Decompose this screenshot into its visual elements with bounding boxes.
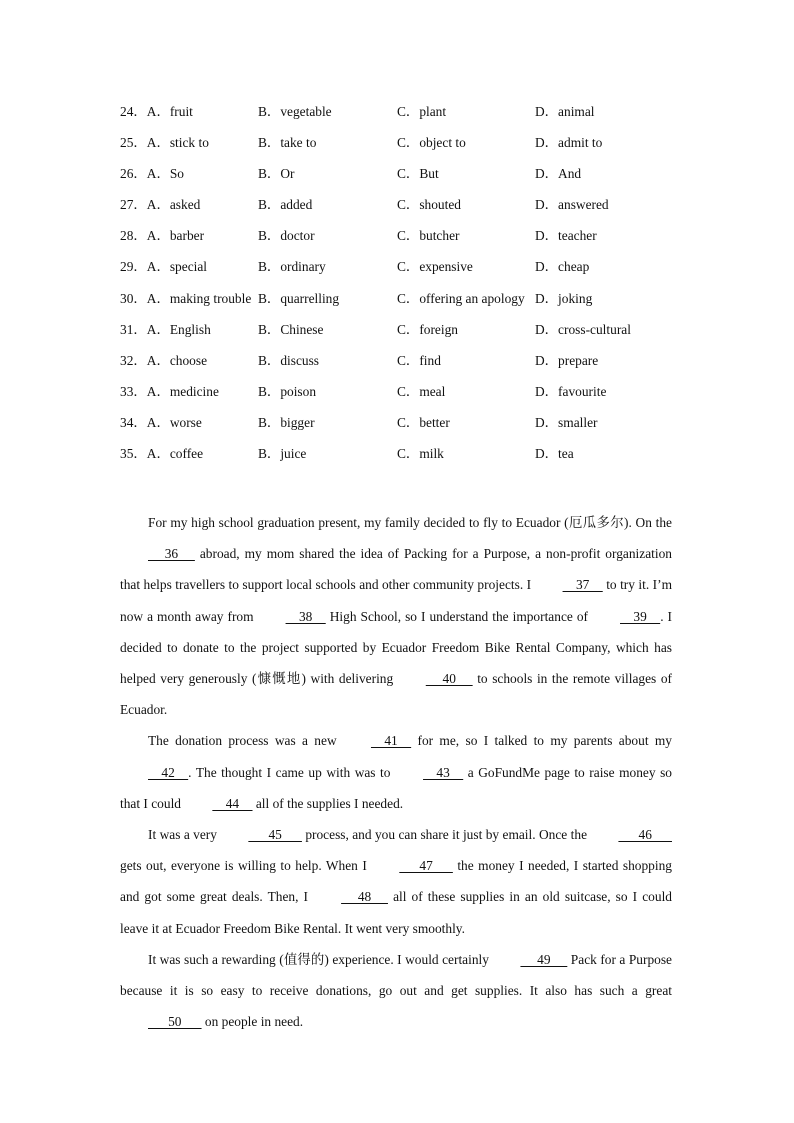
option-text: A．special <box>146 259 208 275</box>
option-c <box>397 350 441 372</box>
option-a <box>120 101 193 123</box>
option-text: B．added <box>258 197 313 213</box>
option-text: C．object to <box>397 135 466 151</box>
question-row <box>120 101 680 132</box>
blank-36: 36 <box>148 546 195 562</box>
option-c <box>397 381 445 403</box>
paragraph-3: It was a very 45 process, and you can share it just by email. Once the 46 gets out, everyone is willing to help. When I 47 the money I needed, I started shopping and got some great deals. Then, I 48 all of these supplies in an old suitcase, so I could leave it at Ecuador Freedom Bike Rental. It went very smoothly. <box>120 819 672 944</box>
blank-47: 47 <box>399 858 453 874</box>
option-b <box>258 194 312 216</box>
option-text: A．fruit <box>146 104 193 119</box>
option-b <box>258 288 339 310</box>
question-number: 29． <box>120 259 147 275</box>
question-number: 25． <box>120 135 147 151</box>
option-text: D．prepare <box>535 352 599 368</box>
blank-41: 41 <box>370 733 412 749</box>
question-row <box>120 412 680 443</box>
option-text: A．worse <box>146 414 202 430</box>
option-c <box>397 101 446 123</box>
option-text: B．quarrelling <box>258 290 340 306</box>
option-text: D．tea <box>535 446 574 462</box>
option-text: D．teacher <box>535 228 597 244</box>
option-text: B．bigger <box>258 414 315 430</box>
option-d <box>535 288 592 310</box>
option-c <box>397 225 459 247</box>
question-row <box>120 381 680 412</box>
option-d <box>535 132 602 154</box>
question-row <box>120 288 680 319</box>
option-text: A．coffee <box>146 446 204 462</box>
option-d <box>535 319 631 341</box>
question-number: 32． <box>120 352 147 368</box>
option-c <box>397 256 473 278</box>
option-a <box>120 163 184 185</box>
question-number: 33． <box>120 383 147 399</box>
option-text: B．Chinese <box>258 321 324 337</box>
option-d <box>535 256 589 278</box>
option-b <box>258 256 326 278</box>
question-row <box>120 163 680 194</box>
option-text: A．choose <box>146 352 208 368</box>
option-b <box>258 225 315 247</box>
option-text: C．expensive <box>397 259 473 275</box>
option-text: A．asked <box>146 197 201 213</box>
option-c <box>397 194 461 216</box>
option-b <box>258 381 316 403</box>
question-number: 27． <box>120 197 147 213</box>
option-a <box>120 443 203 465</box>
option-text: B．poison <box>258 383 317 399</box>
question-row <box>120 443 680 474</box>
blank-40: 40 <box>425 671 473 687</box>
option-b <box>258 132 316 154</box>
answer-options-list <box>120 101 680 474</box>
option-text: C．find <box>397 352 441 368</box>
option-a <box>120 288 251 310</box>
option-d <box>535 350 598 372</box>
option-text: D．answered <box>535 197 609 213</box>
blank-39: 39 <box>620 608 661 624</box>
option-d <box>535 163 581 185</box>
option-b <box>258 350 319 372</box>
blank-46: 46 <box>618 827 672 843</box>
option-a <box>120 132 209 154</box>
option-c <box>397 319 458 341</box>
question-number: 26． <box>120 166 147 182</box>
option-text: D．animal <box>535 104 595 119</box>
blank-37: 37 <box>562 577 603 593</box>
option-b <box>258 443 306 465</box>
paragraph-4: It was such a rewarding (值得的) experience. I would certainly 49 Pack for a Purpose because it is so easy to receive donations, go out and get supplies. It also has such a great 50 on people in need. <box>120 944 672 1038</box>
option-text: D．And <box>535 166 582 182</box>
option-d <box>535 381 606 403</box>
option-text: B．ordinary <box>258 259 326 275</box>
question-row <box>120 225 680 256</box>
option-a <box>120 194 200 216</box>
option-text: A．barber <box>146 228 205 244</box>
option-c <box>397 132 466 154</box>
option-text: B．juice <box>258 446 307 462</box>
option-text: A．making trouble <box>146 290 252 306</box>
option-text: C．plant <box>397 104 447 119</box>
option-text: D．cheap <box>535 259 590 275</box>
question-number: 28． <box>120 228 147 244</box>
option-text: C．better <box>397 414 450 430</box>
option-c <box>397 288 525 310</box>
option-a <box>120 256 207 278</box>
question-number: 34． <box>120 414 147 430</box>
option-text: C．meal <box>397 383 446 399</box>
option-a <box>120 350 207 372</box>
option-text: C．butcher <box>397 228 460 244</box>
option-text: D．smaller <box>535 414 598 430</box>
option-text: A．stick to <box>146 135 209 151</box>
paragraph-2: The donation process was a new 41 for me, so I talked to my parents about my 42 . The thought I came up with was to 43 a GoFundMe page to raise money so that I could 44 all of the supplies I needed. <box>120 725 672 819</box>
option-text: D．admit to <box>535 135 603 151</box>
question-row <box>120 132 680 163</box>
blank-38: 38 <box>285 608 326 624</box>
option-text: B．take to <box>258 135 317 151</box>
option-d <box>535 412 597 434</box>
option-d <box>535 443 574 465</box>
option-text: C．foreign <box>397 321 458 337</box>
option-text: D．cross-cultural <box>535 321 631 337</box>
option-d <box>535 101 595 123</box>
option-text: D．favourite <box>535 383 607 399</box>
blank-50: 50 <box>148 1014 202 1030</box>
option-a <box>120 225 204 247</box>
option-text: D．joking <box>535 290 593 306</box>
option-d <box>535 194 609 216</box>
option-text: B．doctor <box>258 228 315 244</box>
option-text: B．Or <box>258 166 295 182</box>
blank-44: 44 <box>212 795 253 811</box>
option-text: B．vegetable <box>258 104 332 119</box>
question-number: 31． <box>120 321 147 337</box>
option-b <box>258 412 315 434</box>
option-text: A．English <box>146 321 211 337</box>
option-d <box>535 225 597 247</box>
option-text: C．offering an apology <box>397 290 525 306</box>
option-b <box>258 163 294 185</box>
blank-48: 48 <box>341 889 388 905</box>
question-row <box>120 350 680 381</box>
option-c <box>397 443 444 465</box>
option-b <box>258 101 332 123</box>
option-text: A．So <box>146 166 184 182</box>
option-text: C．milk <box>397 446 444 462</box>
question-number: 30． <box>120 290 147 306</box>
option-text: C．But <box>397 166 439 182</box>
blank-45: 45 <box>248 827 302 843</box>
option-text: C．shouted <box>397 197 461 213</box>
option-a <box>120 381 219 403</box>
question-row <box>120 194 680 225</box>
option-a <box>120 319 211 341</box>
blank-42: 42 <box>148 764 189 780</box>
option-a <box>120 412 202 434</box>
question-row <box>120 256 680 287</box>
option-text: A．medicine <box>146 383 219 399</box>
option-c <box>397 412 450 434</box>
blank-43: 43 <box>423 764 464 780</box>
option-c <box>397 163 439 185</box>
option-text: B．discuss <box>258 352 320 368</box>
question-row <box>120 319 680 350</box>
blank-49: 49 <box>520 951 568 967</box>
question-number: 35． <box>120 446 147 462</box>
option-b <box>258 319 323 341</box>
question-number: 24． <box>120 104 147 119</box>
paragraph-1: For my high school graduation present, my family decided to fly to Ecuador (厄瓜多尔). On the 36 abroad, my mom shared the idea of Packing for a Purpose, a non-profit organization that helps travellers to support local schools and other community projects. I 37 to try it. I’m now a month away from 38 High School, so I understand the importance of 39 . I decided to donate to the project supported by Ecuador Freedom Bike Rental Company, which has helped very generously (慷慨地) with delivering 40 to schools in the remote villages of Ecuador. <box>120 515 673 718</box>
cloze-passage <box>120 507 672 1037</box>
